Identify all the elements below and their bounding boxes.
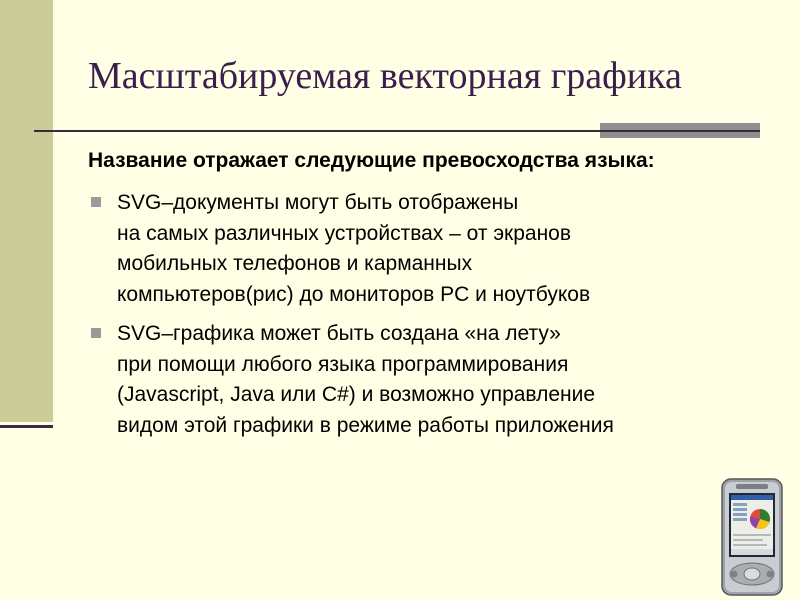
title-rule	[34, 130, 760, 132]
bullet-line: SVG–графика может быть создана «на лету»	[117, 322, 561, 345]
bullet-list	[88, 188, 778, 441]
bullet-item	[88, 319, 778, 441]
bullet-line: видом этой графики в режиме работы приложения	[117, 413, 614, 437]
left-decor-line	[0, 425, 53, 428]
bullet-line: (Javascript, Java или C#) и возможно управление	[117, 383, 596, 406]
intro-text: Название отражает следующие превосходства языка:	[88, 149, 655, 172]
bullet-item	[88, 188, 778, 310]
bullet-line: мобильных телефонов и карманных	[117, 252, 473, 275]
square-bullet-icon	[91, 197, 101, 207]
slide-body	[88, 146, 778, 450]
pda-device-icon	[720, 478, 784, 596]
bullet-line: при помощи любого языка программирования	[117, 352, 569, 376]
slide-title: Масштабируемая векторная графика	[88, 55, 682, 97]
bullet-line: SVG–документы могут быть отображены	[117, 191, 519, 214]
bullet-line: на самых различных устройствах – от экранов	[117, 221, 572, 245]
bullet-line: компьютеров(рис) до мониторов PC и ноутбуков	[117, 282, 591, 306]
left-decor-band	[0, 0, 53, 422]
square-bullet-icon	[91, 328, 101, 338]
